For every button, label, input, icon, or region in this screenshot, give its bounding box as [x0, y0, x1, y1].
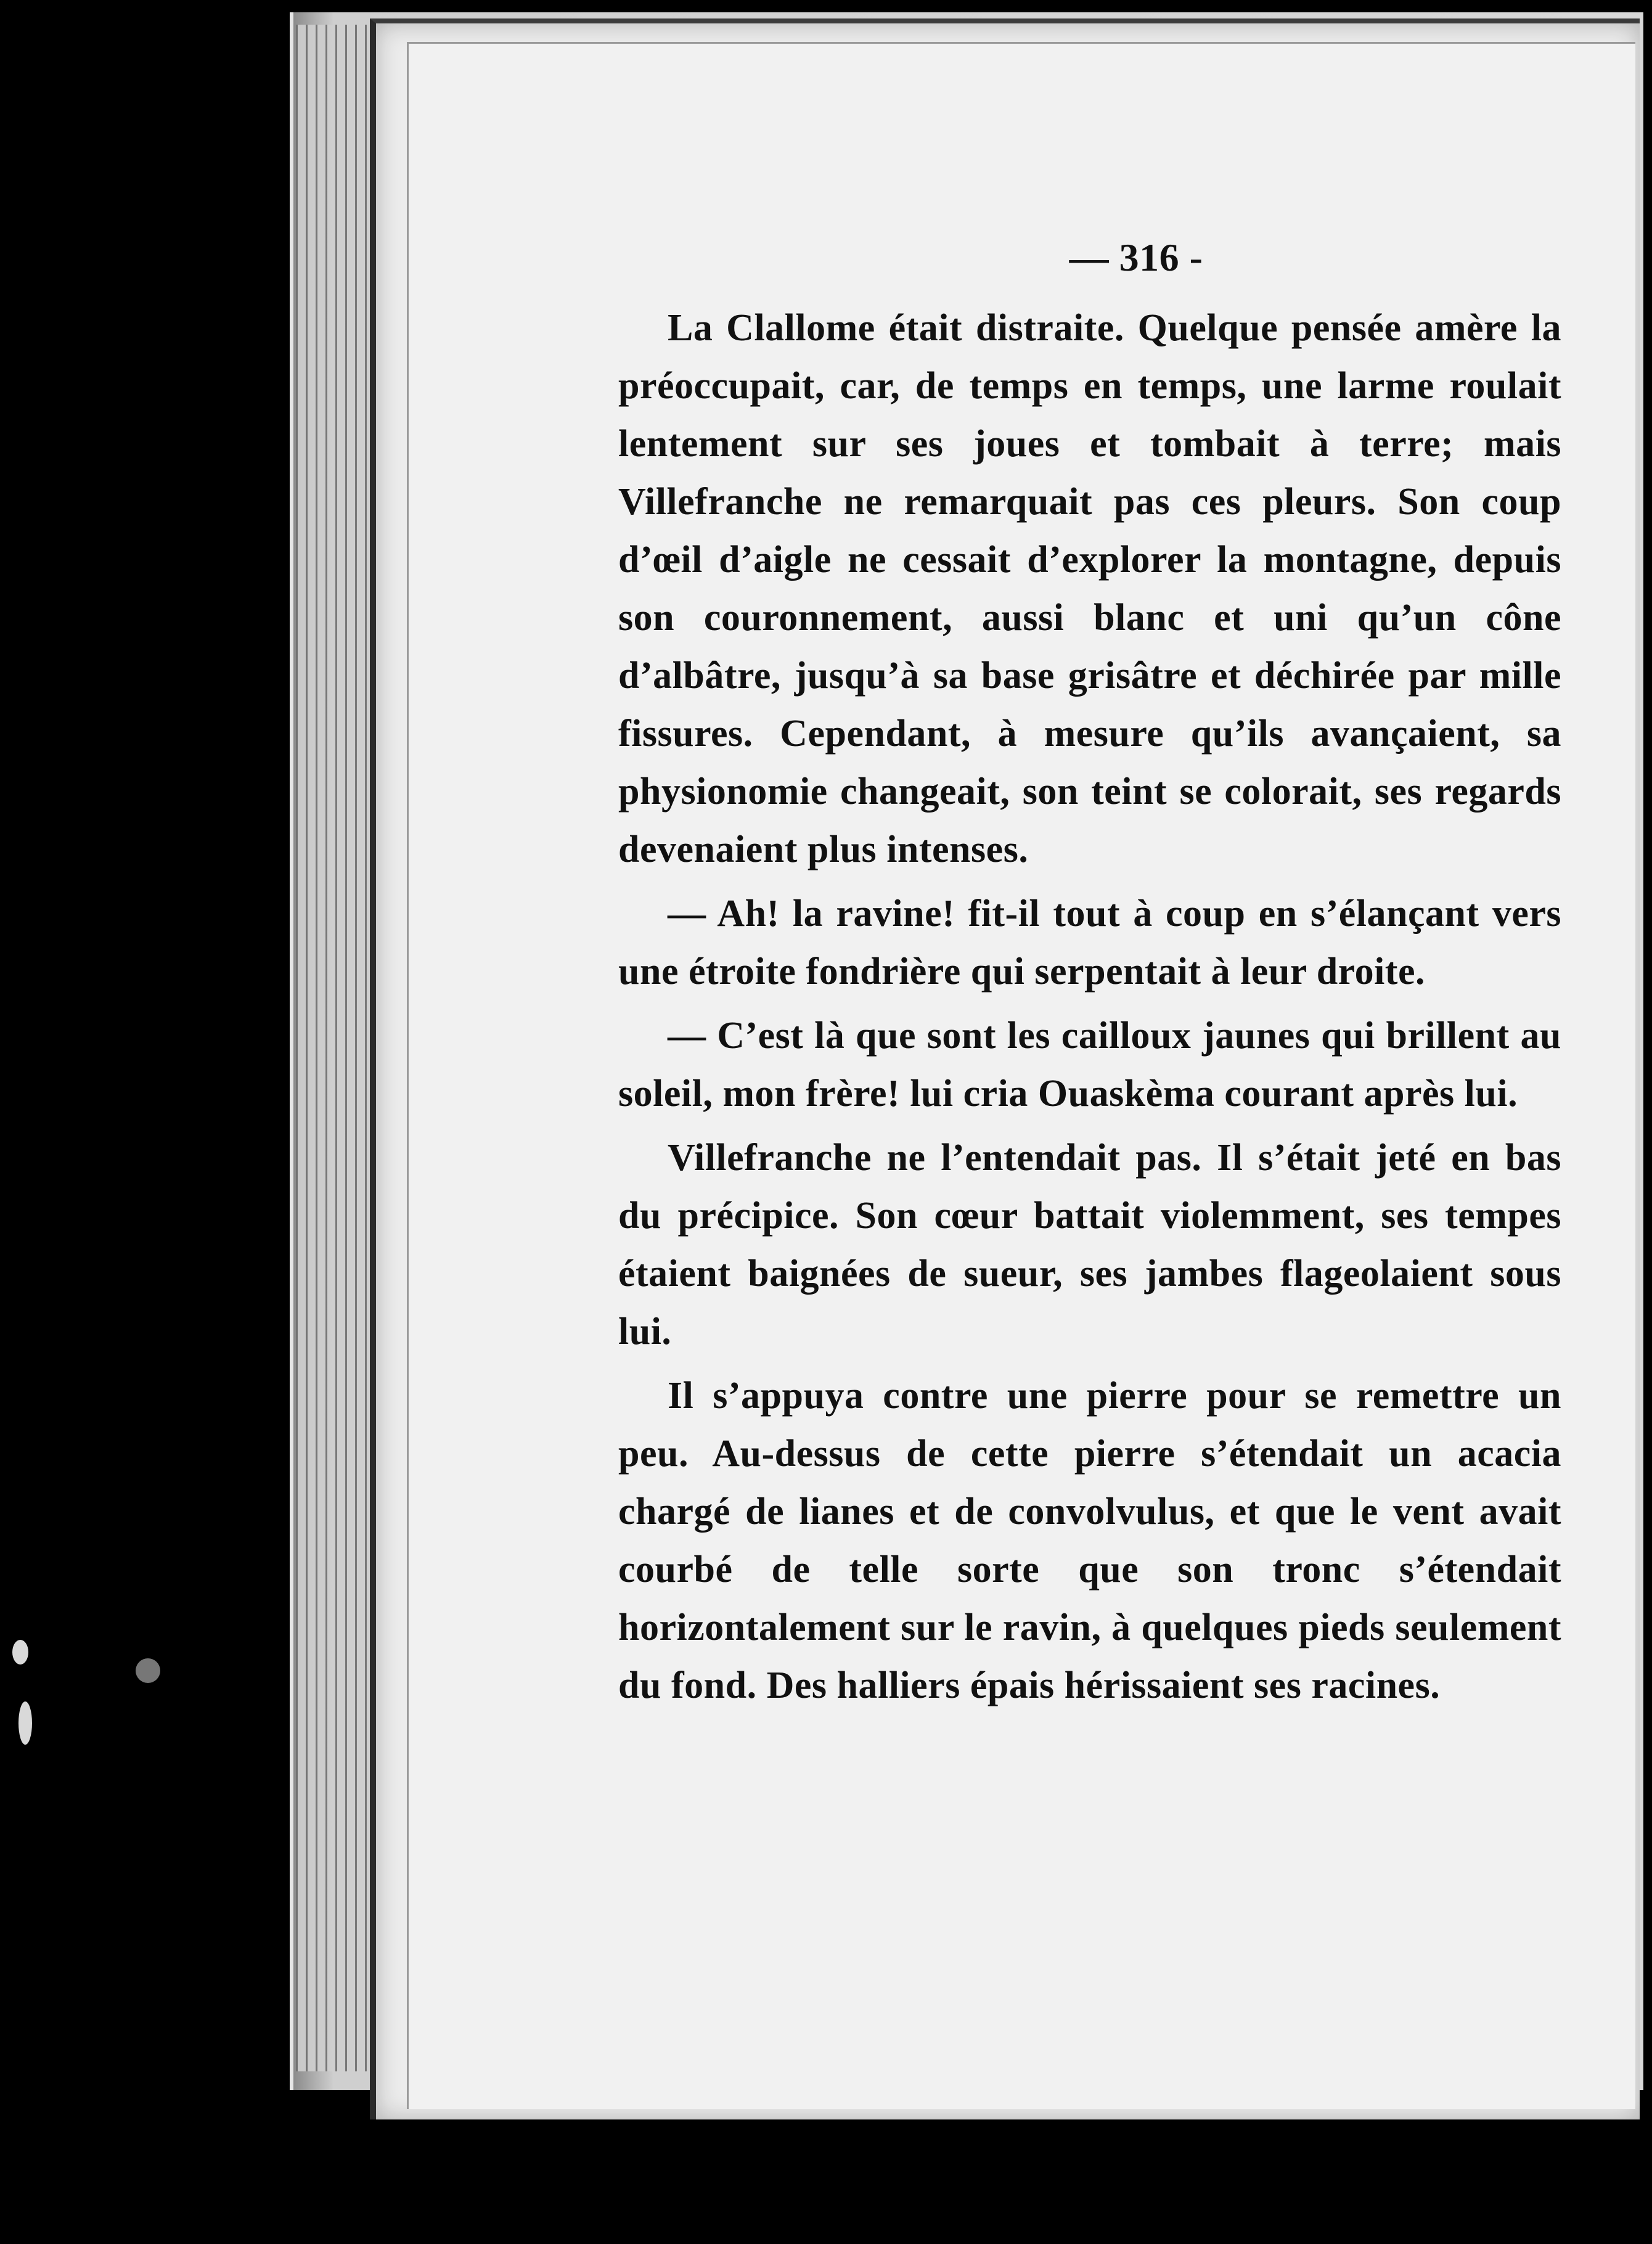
scan-speck — [12, 1640, 28, 1665]
page-surface — [407, 42, 1635, 2109]
book-page — [370, 18, 1640, 2119]
paragraph: — C’est là que sont les cailloux jaunes qui brillent au soleil, mon frère! lui cria Ouaskèma courant après lui. — [618, 1015, 1561, 1115]
page-text — [618, 229, 1561, 1721]
scan-speck — [136, 1658, 160, 1683]
scan-speck — [18, 1701, 32, 1745]
page-fore-edge — [296, 25, 382, 2071]
paragraph: Il s’appuya contre une pierre pour se remettre un peu. Au-dessus de cette pierre s’étendait un acacia chargé de lianes et de convolvulus, et que le vent avait courbé de telle sorte que son tronc s’étendait horizontalement sur le ravin, à quelques pieds seulement du fond. Des halliers épais hérissaient ses racines. — [618, 1375, 1561, 1706]
page-number: — 316 - — [1069, 235, 1203, 279]
paragraph: Villefranche ne l’entendait pas. Il s’était jeté en bas du précipice. Son cœur battait violemment, ses tempes étaient baignées de sueur, ses jambes flageolaient sous lui. — [618, 1137, 1561, 1353]
paragraph: — Ah! la ravine! fit-il tout à coup en s’élançant vers une étroite fondrière qui serpentait à leur droite. — [618, 893, 1561, 993]
paragraph: La Clallome était distraite. Quelque pensée amère la préoccupait, car, de temps en temps, une larme roulait lentement sur ses joues et tombait à terre; mais Villefranche ne remarquait pas ces pleurs. Son coup d’œil d’aigle ne cessait d’explorer la montagne, depuis son couronnement, aussi blanc et uni qu’un cône d’albâtre, jusqu’à sa base grisâtre et déchirée par mille fissures. Cependant, à mesure qu’ils avançaient, sa physionomie changeait, son teint se colorait, ses regards devenaient plus intenses. — [618, 307, 1561, 870]
